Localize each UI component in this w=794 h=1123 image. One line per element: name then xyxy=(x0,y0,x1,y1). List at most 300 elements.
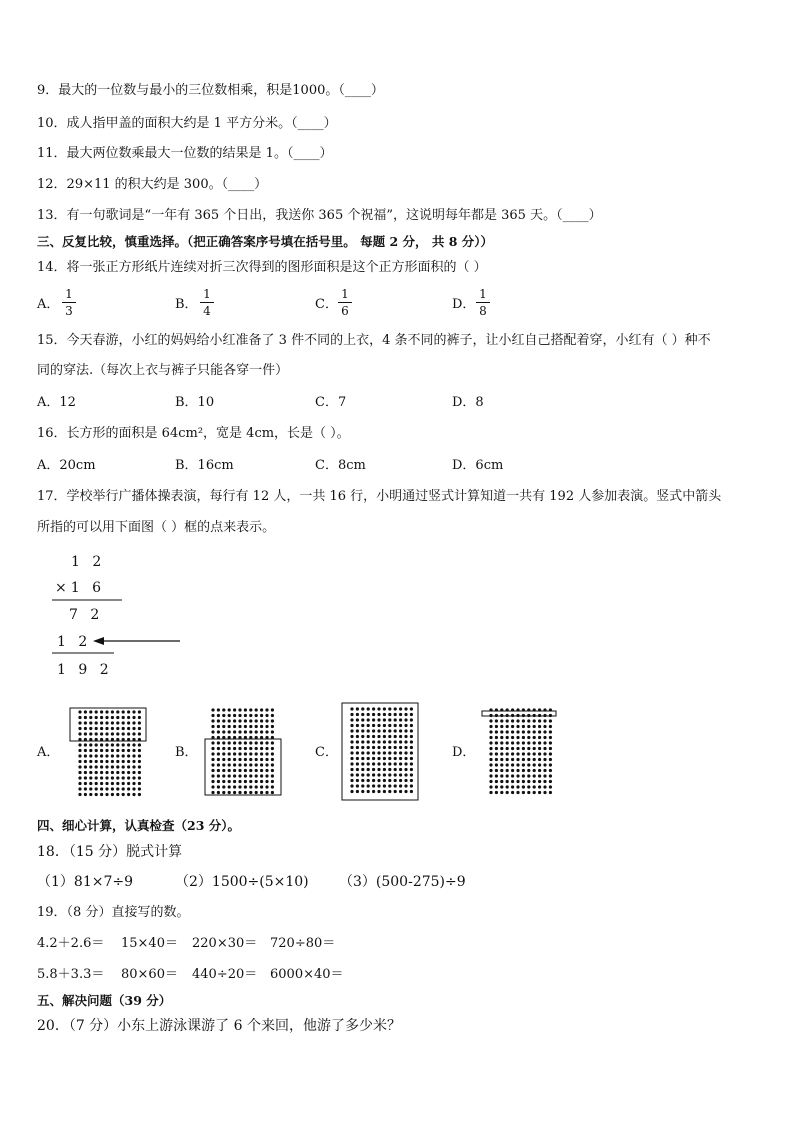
dot xyxy=(388,779,391,782)
dot xyxy=(356,729,359,732)
dot xyxy=(383,724,386,727)
dot xyxy=(516,752,519,755)
dot xyxy=(543,747,546,750)
dot xyxy=(549,791,552,794)
dot xyxy=(527,758,530,761)
dot xyxy=(78,754,81,757)
dot xyxy=(78,771,81,774)
dot xyxy=(399,724,402,727)
q18-item-1: （1）81×7÷9 xyxy=(37,874,133,890)
dot xyxy=(122,749,125,752)
dot xyxy=(511,752,514,755)
dot xyxy=(222,714,225,717)
dot xyxy=(132,782,135,785)
dot xyxy=(222,780,225,783)
dot xyxy=(238,752,241,755)
dot xyxy=(538,752,541,755)
dot xyxy=(84,749,87,752)
dot xyxy=(78,716,81,719)
dot xyxy=(78,782,81,785)
dot xyxy=(211,780,214,783)
dot xyxy=(410,746,413,749)
dot xyxy=(500,730,503,733)
dot xyxy=(543,730,546,733)
dot xyxy=(111,782,114,785)
dot xyxy=(516,758,519,761)
dot xyxy=(100,793,103,796)
dot xyxy=(211,747,214,750)
dot xyxy=(217,785,220,788)
dot xyxy=(356,751,359,754)
dot xyxy=(549,719,552,722)
dot xyxy=(500,725,503,728)
dot xyxy=(506,752,509,755)
dot xyxy=(516,741,519,744)
dot xyxy=(549,758,552,761)
dot xyxy=(361,779,364,782)
dot xyxy=(116,749,119,752)
dot xyxy=(500,752,503,755)
dot xyxy=(533,719,536,722)
dot xyxy=(543,752,546,755)
dot xyxy=(361,751,364,754)
dot xyxy=(127,765,130,768)
dot xyxy=(105,776,108,779)
dot xyxy=(527,725,530,728)
q16-option-d: D．6cm xyxy=(452,458,504,473)
dot xyxy=(211,774,214,777)
dot xyxy=(394,718,397,721)
dot xyxy=(495,719,498,722)
dot xyxy=(538,780,541,783)
dot xyxy=(244,708,247,711)
dot xyxy=(233,785,236,788)
dot xyxy=(377,735,380,738)
denominator: 4 xyxy=(203,304,211,318)
dot xyxy=(404,762,407,765)
dot xyxy=(372,768,375,771)
q19-row2-item-3: 440÷20＝ xyxy=(192,967,258,982)
q19-row2-item-1: 5.8＋3.3＝ xyxy=(37,967,105,982)
dot xyxy=(410,773,413,776)
dot xyxy=(260,774,263,777)
dot xyxy=(116,710,119,713)
dot xyxy=(377,746,380,749)
dot xyxy=(394,729,397,732)
dot xyxy=(372,718,375,721)
dot xyxy=(265,719,268,722)
dot xyxy=(244,780,247,783)
q19-row1-item-3: 220×30＝ xyxy=(192,936,258,951)
dot xyxy=(538,758,541,761)
dot xyxy=(511,785,514,788)
dot xyxy=(265,758,268,761)
dot xyxy=(500,741,503,744)
dot xyxy=(138,771,141,774)
dot xyxy=(233,791,236,794)
question-15-line-2: 同的穿法.（每次上衣与裤子只能各穿一件） xyxy=(37,363,289,378)
dot xyxy=(383,768,386,771)
dot xyxy=(228,730,231,733)
dot xyxy=(138,760,141,763)
dot-grid-a xyxy=(78,710,141,796)
dot xyxy=(361,757,364,760)
dot xyxy=(350,751,353,754)
dot xyxy=(543,741,546,744)
dot xyxy=(122,716,125,719)
dot xyxy=(511,741,514,744)
dot xyxy=(511,774,514,777)
dot xyxy=(399,768,402,771)
dot xyxy=(265,791,268,794)
dot xyxy=(255,791,258,794)
numerator: 1 xyxy=(65,287,73,301)
numerator: 1 xyxy=(341,287,349,301)
dot xyxy=(489,763,492,766)
dot xyxy=(89,793,92,796)
dot xyxy=(367,768,370,771)
dot xyxy=(538,785,541,788)
dot xyxy=(89,743,92,746)
dot xyxy=(217,708,220,711)
q19-row1-item-1: 4.2＋2.6＝ xyxy=(37,936,105,951)
section-3-heading: 三、反复比较，慎重选择。（把正确答案序号填在括号里。 每题 2 分， 共 8 分）） xyxy=(37,234,494,249)
q16-option-c: C．8cm xyxy=(315,458,366,473)
dot xyxy=(410,735,413,738)
dot xyxy=(228,752,231,755)
dot xyxy=(543,758,546,761)
dot xyxy=(271,752,274,755)
dot xyxy=(132,765,135,768)
dot xyxy=(89,732,92,735)
dot xyxy=(127,727,130,730)
dot xyxy=(350,713,353,716)
dot xyxy=(132,754,135,757)
dot xyxy=(377,773,380,776)
dot xyxy=(95,749,98,752)
dot xyxy=(84,727,87,730)
dot xyxy=(228,769,231,772)
dot xyxy=(138,765,141,768)
dot xyxy=(100,710,103,713)
dot xyxy=(100,771,103,774)
dot xyxy=(238,741,241,744)
dot xyxy=(522,791,525,794)
dot xyxy=(84,787,87,790)
dot xyxy=(538,774,541,777)
dot xyxy=(383,790,386,793)
dot xyxy=(222,752,225,755)
dot xyxy=(222,741,225,744)
dot xyxy=(255,774,258,777)
dot xyxy=(244,774,247,777)
dot xyxy=(265,741,268,744)
dot xyxy=(489,769,492,772)
dot xyxy=(95,721,98,724)
dot xyxy=(372,746,375,749)
dot xyxy=(233,719,236,722)
dot xyxy=(527,752,530,755)
dot xyxy=(111,793,114,796)
dot xyxy=(122,760,125,763)
dot xyxy=(244,785,247,788)
dot xyxy=(538,719,541,722)
dot xyxy=(260,719,263,722)
dot xyxy=(533,785,536,788)
dot xyxy=(367,773,370,776)
dot xyxy=(271,774,274,777)
dot xyxy=(89,782,92,785)
dot xyxy=(356,707,359,710)
dot xyxy=(404,724,407,727)
dot xyxy=(377,718,380,721)
dot xyxy=(265,785,268,788)
dot xyxy=(217,730,220,733)
dot xyxy=(211,785,214,788)
calc-row-4: 1 2 xyxy=(57,634,92,650)
dot xyxy=(217,725,220,728)
dot xyxy=(533,791,536,794)
dot xyxy=(255,763,258,766)
dot xyxy=(95,710,98,713)
dot xyxy=(233,747,236,750)
dot xyxy=(265,780,268,783)
dot xyxy=(233,741,236,744)
dot xyxy=(516,747,519,750)
dot xyxy=(543,774,546,777)
dot xyxy=(228,791,231,794)
dot xyxy=(100,721,103,724)
dot xyxy=(122,754,125,757)
dot xyxy=(527,736,530,739)
dot xyxy=(132,732,135,735)
dot xyxy=(522,774,525,777)
dot xyxy=(516,785,519,788)
dot xyxy=(350,762,353,765)
dot xyxy=(111,710,114,713)
dot xyxy=(495,780,498,783)
dot xyxy=(233,708,236,711)
dot xyxy=(105,754,108,757)
dot xyxy=(399,746,402,749)
dot xyxy=(527,769,530,772)
dot xyxy=(516,791,519,794)
dot xyxy=(356,757,359,760)
dot xyxy=(377,768,380,771)
dot xyxy=(132,721,135,724)
dot xyxy=(388,729,391,732)
dot xyxy=(105,710,108,713)
dot xyxy=(356,713,359,716)
q16-option-b: B．16cm xyxy=(175,458,234,473)
dot xyxy=(356,790,359,793)
dot xyxy=(127,782,130,785)
dot xyxy=(228,714,231,717)
dot xyxy=(500,785,503,788)
dot xyxy=(533,758,536,761)
dot xyxy=(116,771,119,774)
dot-grid-d xyxy=(489,708,552,794)
dot xyxy=(511,758,514,761)
dot xyxy=(127,787,130,790)
dot xyxy=(388,713,391,716)
dot xyxy=(356,762,359,765)
dot xyxy=(394,713,397,716)
dot xyxy=(538,769,541,772)
calc-row-5: 1 9 2 xyxy=(57,662,113,678)
dot xyxy=(500,747,503,750)
dot xyxy=(217,752,220,755)
dot xyxy=(84,771,87,774)
dot xyxy=(116,787,119,790)
dot xyxy=(516,769,519,772)
dot xyxy=(399,790,402,793)
dot xyxy=(132,776,135,779)
dot xyxy=(410,790,413,793)
dot xyxy=(84,716,87,719)
dot xyxy=(356,740,359,743)
dot xyxy=(549,730,552,733)
dot xyxy=(78,743,81,746)
dot xyxy=(367,735,370,738)
dot xyxy=(361,724,364,727)
dot xyxy=(549,736,552,739)
dot xyxy=(489,752,492,755)
dot xyxy=(543,791,546,794)
dot xyxy=(222,719,225,722)
q18-item-2: （2）1500÷(5×10) xyxy=(175,874,309,890)
dot xyxy=(100,765,103,768)
dot xyxy=(522,780,525,783)
dot xyxy=(228,725,231,728)
dot xyxy=(260,725,263,728)
dot xyxy=(132,749,135,752)
dot xyxy=(78,765,81,768)
dot xyxy=(255,719,258,722)
dot xyxy=(222,791,225,794)
dot xyxy=(249,730,252,733)
dot xyxy=(271,725,274,728)
dot xyxy=(249,774,252,777)
dot xyxy=(138,782,141,785)
dot xyxy=(122,793,125,796)
dot xyxy=(489,741,492,744)
dot xyxy=(105,727,108,730)
dot xyxy=(500,774,503,777)
dot xyxy=(244,758,247,761)
dot xyxy=(260,708,263,711)
dot xyxy=(516,719,519,722)
dot xyxy=(233,725,236,728)
arrow-icon xyxy=(93,637,104,645)
dot xyxy=(244,763,247,766)
dot xyxy=(122,782,125,785)
dot xyxy=(527,741,530,744)
dot xyxy=(361,746,364,749)
dot xyxy=(244,791,247,794)
dot xyxy=(383,707,386,710)
dot xyxy=(350,740,353,743)
dot xyxy=(217,747,220,750)
question-10: 10．成人指甲盖的面积大约是 1 平方分米。（____） xyxy=(37,116,337,131)
dot xyxy=(388,768,391,771)
dot xyxy=(394,762,397,765)
dot xyxy=(543,763,546,766)
dot xyxy=(228,758,231,761)
dot xyxy=(388,740,391,743)
q16-option-a: A．20cm xyxy=(37,458,96,473)
dot xyxy=(410,784,413,787)
dot xyxy=(527,747,530,750)
dot xyxy=(211,730,214,733)
dot xyxy=(361,729,364,732)
dot xyxy=(244,769,247,772)
dot xyxy=(78,727,81,730)
dot xyxy=(217,758,220,761)
dot xyxy=(410,751,413,754)
dot xyxy=(211,741,214,744)
dot xyxy=(489,719,492,722)
dot xyxy=(495,747,498,750)
q17-option-c-label: C． xyxy=(315,745,338,760)
dot xyxy=(527,785,530,788)
dot xyxy=(356,779,359,782)
dot xyxy=(506,769,509,772)
dot xyxy=(217,714,220,717)
dot xyxy=(244,730,247,733)
dot xyxy=(522,725,525,728)
dot xyxy=(394,757,397,760)
dot xyxy=(95,754,98,757)
dot xyxy=(127,710,130,713)
dot xyxy=(260,780,263,783)
dot xyxy=(516,730,519,733)
dot xyxy=(105,793,108,796)
dot xyxy=(511,719,514,722)
dot xyxy=(404,746,407,749)
dot xyxy=(265,725,268,728)
dot xyxy=(84,721,87,724)
dot xyxy=(132,760,135,763)
dot xyxy=(132,787,135,790)
dot xyxy=(350,757,353,760)
dot xyxy=(271,785,274,788)
denominator: 6 xyxy=(341,304,349,318)
dot xyxy=(265,769,268,772)
q18-item-3: （3）(500-275)÷9 xyxy=(339,874,466,890)
dot xyxy=(238,780,241,783)
dot xyxy=(95,793,98,796)
dot xyxy=(361,784,364,787)
dot xyxy=(244,741,247,744)
dot xyxy=(394,707,397,710)
dot-grid-c xyxy=(350,707,413,793)
dot xyxy=(410,724,413,727)
dot xyxy=(377,784,380,787)
dot xyxy=(388,707,391,710)
dot xyxy=(361,740,364,743)
dot xyxy=(222,774,225,777)
q17-option-a-label: A． xyxy=(37,745,60,760)
dot xyxy=(404,740,407,743)
dot xyxy=(211,763,214,766)
dot xyxy=(383,773,386,776)
dot xyxy=(105,716,108,719)
dot xyxy=(100,727,103,730)
dot xyxy=(404,718,407,721)
dot xyxy=(116,782,119,785)
dot xyxy=(260,752,263,755)
